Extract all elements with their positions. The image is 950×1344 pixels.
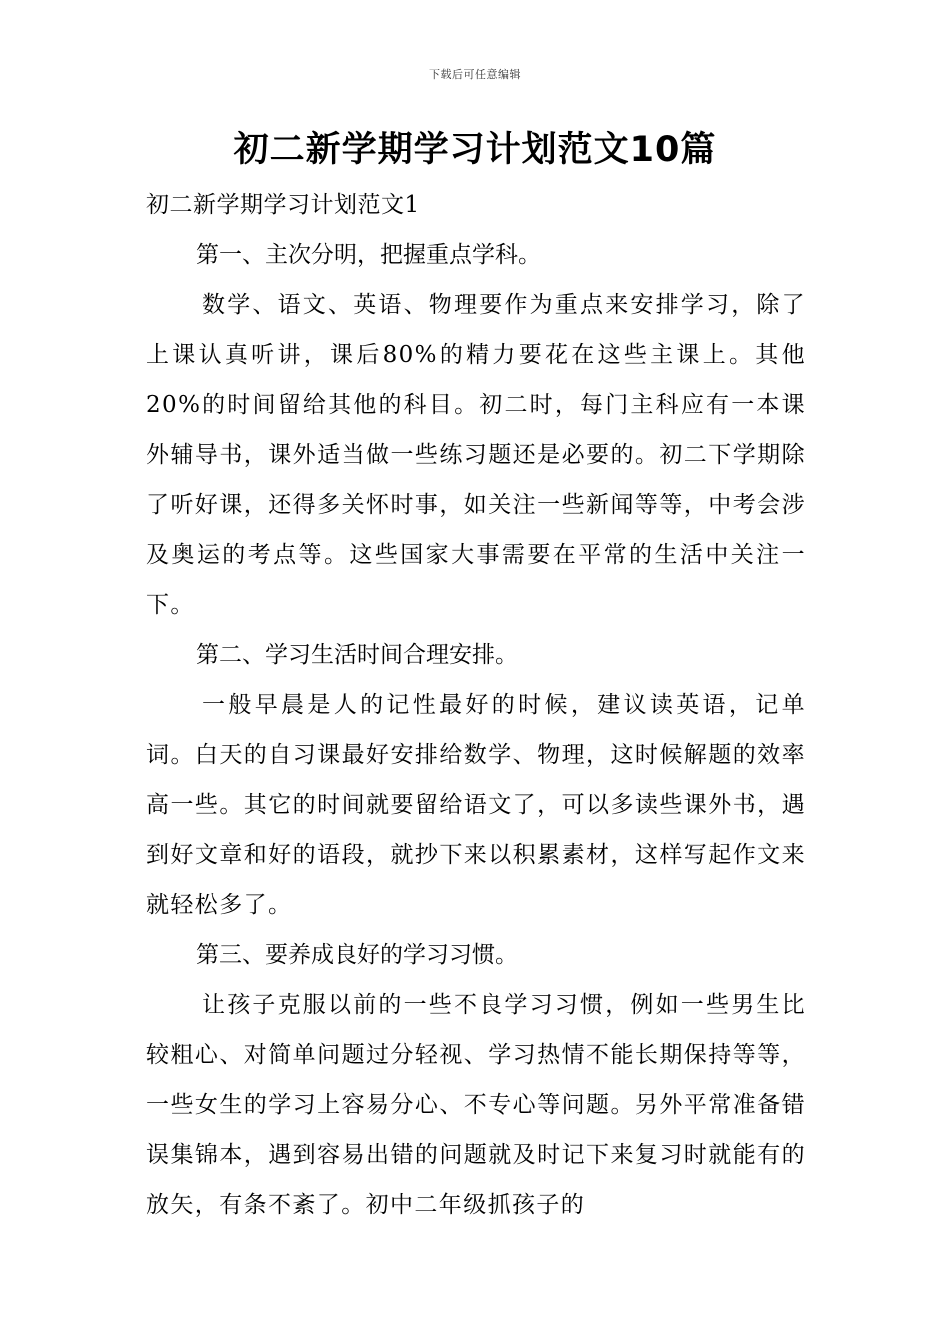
subtitle: 初二新学期学习计划范文1 (146, 192, 420, 218)
section-paragraph-2: 一般早晨是人的记性最好的时候，建议读英语，记单词。白天的自习课最好安排给数学、物理，这时候解题的效率高一些。其它的时间就要留给语文了，可以多读些课外书，遇到好文章和好的语段，就抄下来以积累素材，这样写起作文来就轻松多了。 (146, 692, 806, 918)
document-title: 初二新学期学习计划范文10篇 (233, 130, 717, 170)
section-heading-1: 第一、主次分明，把握重点学科。 (196, 242, 541, 268)
header-note: 下载后可任意编辑 (429, 68, 521, 81)
section-paragraph-1: 数学、语文、英语、物理要作为重点来安排学习，除了上课认真听讲，课后80%的精力要花在这些主课上。其他20%的时间留给其他的科目。初二时，每门主科应有一本课外辅导书，课外适当做一些练习题还是必要的。初二下学期除了听好课，还得多关怀时事，如关注一些新闻等等，中考会涉及奥运的考点等。这些国家大事需要在平常的生活中关注一下。 (146, 292, 806, 618)
document-body (146, 180, 806, 1230)
section-paragraph-3: 让孩子克服以前的一些不良学习习惯，例如一些男生比较粗心、对简单问题过分轻视、学习热情不能长期保持等等，一些女生的学习上容易分心、不专心等问题。另外平常准备错误集锦本，遇到容易出错的问题就及时记下来复习时就能有的放矢，有条不紊了。初中二年级抓孩子的 (146, 992, 806, 1218)
section-heading-3: 第三、要养成良好的学习习惯。 (196, 942, 518, 968)
section-heading-2: 第二、学习生活时间合理安排。 (196, 642, 518, 668)
